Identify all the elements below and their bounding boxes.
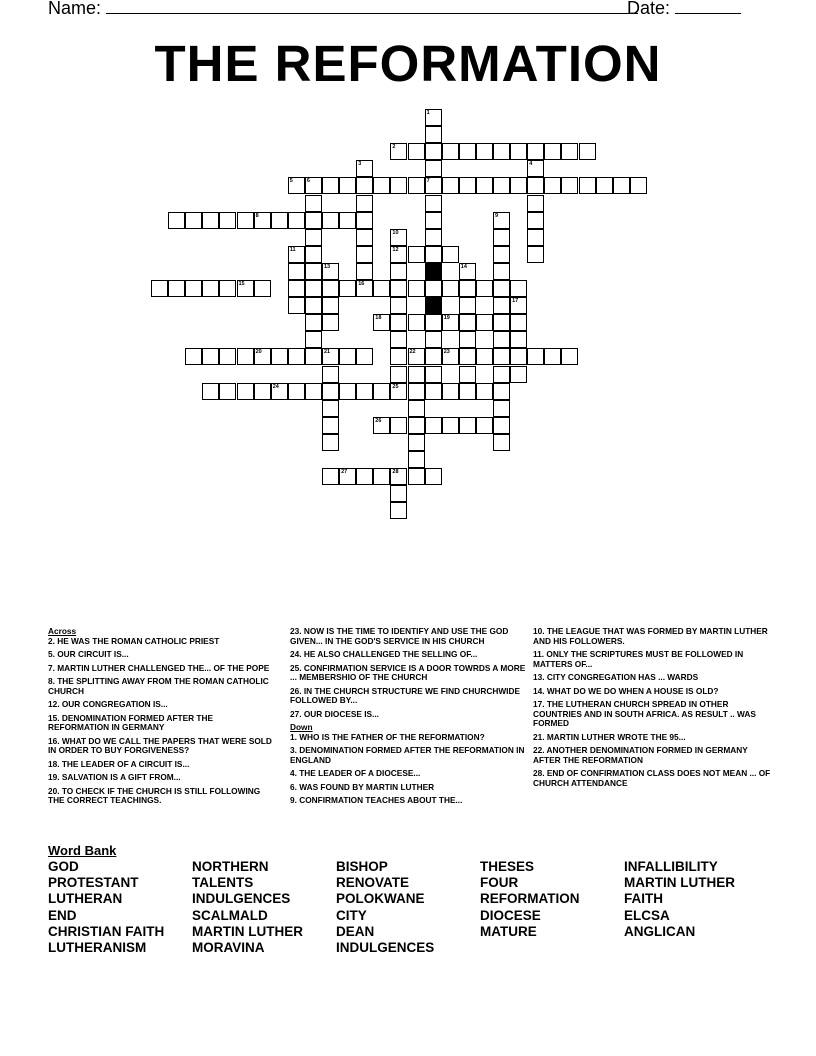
grid-cell[interactable]: [579, 177, 596, 194]
grid-cell[interactable]: [151, 280, 168, 297]
clues-column-2: [290, 627, 526, 810]
grid-cell[interactable]: [408, 366, 425, 383]
clue-number: 20: [255, 349, 262, 356]
grid-cell[interactable]: [356, 177, 373, 194]
grid-cell[interactable]: [339, 280, 356, 297]
grid-cell[interactable]: [425, 126, 442, 143]
clue-number: 6: [306, 178, 310, 185]
grid-cell[interactable]: [305, 195, 322, 212]
grid-cell[interactable]: [408, 348, 425, 365]
grid-cell[interactable]: [561, 348, 578, 365]
grid-cell[interactable]: [390, 366, 407, 383]
grid-cell[interactable]: [390, 383, 407, 400]
clue-text: 5. OUR CIRCUIT IS...: [48, 649, 129, 659]
grid-cell[interactable]: [322, 366, 339, 383]
clue-number: 7: [426, 178, 430, 185]
clues-heading: Down: [290, 722, 313, 732]
grid-cell[interactable]: [390, 229, 407, 246]
grid-cell[interactable]: [425, 314, 442, 331]
grid-cell[interactable]: [185, 280, 202, 297]
clue-text: 26. IN THE CHURCH STRUCTURE WE FIND CHURCHWIDE FOLLOWED BY...: [290, 685, 521, 705]
grid-cell[interactable]: [476, 348, 493, 365]
grid-cell[interactable]: [493, 177, 510, 194]
grid-cell[interactable]: [390, 246, 407, 263]
clue-text: 25. CONFIRMATION SERVICE IS A DOOR TOWRDS A MORE ... MEMBERSHIO OF THE CHURCH: [290, 662, 526, 682]
word-bank-word: GOD: [48, 859, 79, 874]
clue-text: 17. THE LUTHERAN CHURCH SPREAD IN OTHER COUNTRIES AND IN SOUTH AFRICA. AS RESULT .. WAS FORMED: [533, 699, 756, 728]
grid-cell[interactable]: [254, 280, 271, 297]
grid-cell[interactable]: [288, 348, 305, 365]
clue-text: 1. WHO IS THE FATHER OF THE REFORMATION?: [290, 731, 485, 742]
grid-cell[interactable]: [390, 143, 407, 160]
clue-text: 22. ANOTHER DENOMINATION FORMED IN GERMANY AFTER THE REFORMATION: [533, 745, 748, 765]
grid-cell[interactable]: [390, 177, 407, 194]
grid-cell[interactable]: [373, 280, 390, 297]
clue-number: 23: [443, 349, 450, 356]
clue-number: 18: [375, 315, 382, 322]
clue-text: 18. THE LEADER OF A CIRCUIT IS...: [48, 758, 190, 769]
grid-cell[interactable]: [356, 383, 373, 400]
grid-cell[interactable]: [425, 212, 442, 229]
grid-cell[interactable]: [356, 246, 373, 263]
grid-cell[interactable]: [510, 331, 527, 348]
grid-cell[interactable]: [237, 348, 254, 365]
grid-cell[interactable]: [322, 400, 339, 417]
clue-number: 19: [443, 315, 450, 322]
grid-cell[interactable]: [476, 417, 493, 434]
grid-cell[interactable]: [305, 177, 322, 194]
grid-cell[interactable]: [390, 348, 407, 365]
word-bank-column: [192, 859, 342, 956]
grid-cell[interactable]: [442, 383, 459, 400]
grid-cell[interactable]: [339, 348, 356, 365]
grid-cell[interactable]: [408, 143, 425, 160]
grid-cell[interactable]: [476, 177, 493, 194]
grid-cell[interactable]: [322, 177, 339, 194]
name-label: Name:: [48, 0, 102, 18]
clue-text: 14. WHAT DO WE DO WHEN A HOUSE IS OLD?: [533, 685, 719, 696]
clue-number: 25: [392, 383, 399, 390]
grid-cell[interactable]: [390, 263, 407, 280]
grid-cell[interactable]: [493, 212, 510, 229]
word-bank-word: MARTIN LUTHER: [624, 875, 735, 891]
grid-cell[interactable]: [493, 400, 510, 417]
grid-cell[interactable]: [356, 195, 373, 212]
clues-heading: Across: [48, 626, 77, 636]
grid-cell[interactable]: [390, 417, 407, 434]
clue-number: 8: [255, 212, 259, 219]
clue-text: 12. OUR CONGREGATION IS...: [48, 699, 168, 709]
grid-cell[interactable]: [561, 143, 578, 160]
grid-cell[interactable]: [219, 348, 236, 365]
grid-cell[interactable]: [390, 502, 407, 519]
word-bank-word: REFORMATION: [480, 891, 580, 907]
clue-number: 3: [358, 161, 362, 168]
grid-cell[interactable]: [305, 246, 322, 263]
grid-cell[interactable]: [493, 366, 510, 383]
grid-cell[interactable]: [202, 212, 219, 229]
grid-cell[interactable]: [390, 468, 407, 485]
word-bank-word: NORTHERN: [192, 859, 269, 874]
grid-cell[interactable]: [288, 297, 305, 314]
grid-cell[interactable]: [356, 280, 373, 297]
grid-cell[interactable]: [425, 417, 442, 434]
grid-cell[interactable]: [305, 263, 322, 280]
word-bank-word: FAITH: [624, 891, 663, 907]
clue-text: 27. OUR DIOCESE IS...: [290, 708, 379, 719]
word-bank-word: CHRISTIAN FAITH: [48, 923, 165, 939]
clue-number: 26: [375, 417, 382, 424]
clue-number: 12: [392, 246, 399, 253]
grid-cell[interactable]: [493, 280, 510, 297]
clue-text: 15. DENOMINATION FORMED AFTER THE REFORMATION IN GERMANY: [48, 712, 214, 732]
clue-number: 5: [289, 178, 293, 185]
word-bank-word: FOUR: [480, 875, 519, 891]
grid-cell[interactable]: [322, 297, 339, 314]
grid-cell[interactable]: [425, 229, 442, 246]
word-bank-word: MATURE: [480, 923, 537, 939]
grid-cell[interactable]: [408, 417, 425, 434]
word-bank-word: TALENTS: [192, 875, 254, 891]
clues-column-3: [533, 627, 773, 792]
grid-cell[interactable]: [510, 366, 527, 383]
grid-cell[interactable]: [459, 417, 476, 434]
clue-text: 28. END OF CONFIRMATION CLASS DOES NOT MEAN ... OF CHURCH ATTENDANCE: [533, 768, 771, 788]
grid-cell[interactable]: [459, 348, 476, 365]
word-bank-word: ELCSA: [624, 907, 670, 923]
grid-cell[interactable]: [202, 280, 219, 297]
grid-cell[interactable]: [390, 297, 407, 314]
grid-cell[interactable]: [425, 366, 442, 383]
grid-cell[interactable]: [356, 212, 373, 229]
grid-cell[interactable]: [390, 314, 407, 331]
clue-text: 3. DENOMINATION FORMED AFTER THE REFORMATION IN ENGLAND: [290, 745, 525, 765]
grid-cell[interactable]: [613, 177, 630, 194]
grid-cell[interactable]: [322, 417, 339, 434]
grid-cell[interactable]: [322, 280, 339, 297]
clue-text: 11. ONLY THE SCRIPTURES MUST BE FOLLOWED IN MATTERS OF...: [533, 649, 744, 669]
word-bank-word: THESES: [480, 859, 535, 874]
grid-cell[interactable]: [510, 280, 527, 297]
grid-cell[interactable]: [493, 383, 510, 400]
grid-cell[interactable]: [408, 280, 425, 297]
clue-text: 23. NOW IS THE TIME TO IDENTIFY AND USE THE GOD GIVEN... IN THE GOD'S SERVICE IN HIS CHURCH: [290, 626, 509, 646]
grid-cell[interactable]: [237, 383, 254, 400]
grid-cell[interactable]: [168, 212, 185, 229]
grid-cell[interactable]: [527, 348, 544, 365]
grid-cell[interactable]: [322, 468, 339, 485]
clue-text: 7. MARTIN LUTHER CHALLENGED THE... OF THE POPE: [48, 662, 270, 673]
grid-cell[interactable]: [425, 348, 442, 365]
grid-cell[interactable]: [219, 383, 236, 400]
word-bank-word: LUTHERANISM: [48, 940, 147, 956]
grid-cell[interactable]: [459, 297, 476, 314]
word-bank-word: DIOCESE: [480, 907, 541, 923]
grid-cell[interactable]: [425, 195, 442, 212]
grid-cell[interactable]: [271, 348, 288, 365]
grid-cell[interactable]: [425, 109, 442, 126]
grid-cell[interactable]: [219, 212, 236, 229]
clue-number: 28: [392, 469, 399, 476]
clue-text: 4. THE LEADER OF A DIOCESE...: [290, 768, 421, 778]
grid-cell[interactable]: [630, 177, 647, 194]
grid-cell[interactable]: [493, 263, 510, 280]
grid-cell[interactable]: [442, 314, 459, 331]
grid-cell[interactable]: [442, 417, 459, 434]
grid-cell[interactable]: [510, 177, 527, 194]
grid-cell[interactable]: [390, 280, 407, 297]
grid-cell[interactable]: [527, 143, 544, 160]
grid-cell[interactable]: [356, 229, 373, 246]
grid-cell[interactable]: [408, 314, 425, 331]
grid-cell[interactable]: [561, 177, 578, 194]
grid-cell[interactable]: [339, 468, 356, 485]
grid-cell[interactable]: [305, 229, 322, 246]
clue-text: 2. HE WAS THE ROMAN CATHOLIC PRIEST: [48, 635, 220, 646]
clue-text: 6. WAS FOUND BY MARTIN LUTHER: [290, 781, 435, 792]
grid-cell[interactable]: [254, 383, 271, 400]
grid-cell[interactable]: [476, 383, 493, 400]
clue-number: 22: [409, 349, 416, 356]
grid-cell[interactable]: [373, 314, 390, 331]
word-bank-word: RENOVATE: [336, 875, 410, 891]
word-bank-word: POLOKWANE: [336, 891, 425, 907]
grid-cell[interactable]: [305, 280, 322, 297]
word-bank-word: BISHOP: [336, 859, 388, 874]
word-bank-column: [48, 859, 198, 956]
clue-text: 8. THE SPLITTING AWAY FROM THE ROMAN CATHOLIC CHURCH: [48, 676, 269, 696]
grid-cell[interactable]: [408, 177, 425, 194]
grid-cell[interactable]: [288, 212, 305, 229]
word-bank-word: INDULGENCES: [192, 891, 291, 907]
word-bank-word: PROTESTANT: [48, 875, 139, 891]
grid-cell[interactable]: [322, 314, 339, 331]
word-bank-word: MORAVINA: [192, 940, 265, 956]
grid-cell[interactable]: [493, 143, 510, 160]
grid-cell[interactable]: [442, 246, 459, 263]
grid-cell[interactable]: [356, 160, 373, 177]
word-bank-title: Word Bank: [48, 843, 117, 858]
grid-cell[interactable]: [288, 246, 305, 263]
grid-cell[interactable]: [425, 331, 442, 348]
grid-cell[interactable]: [288, 263, 305, 280]
grid-cell[interactable]: [356, 263, 373, 280]
grid-cell[interactable]: [493, 246, 510, 263]
clue-text: 19. SALVATION IS A GIFT FROM...: [48, 772, 181, 782]
grid-cell[interactable]: [271, 212, 288, 229]
grid-cell[interactable]: [544, 143, 561, 160]
clue-number: 24: [272, 383, 279, 390]
grid-cell[interactable]: [527, 177, 544, 194]
clue-number: 21: [324, 349, 331, 356]
grid-cell[interactable]: [322, 348, 339, 365]
grid-cell[interactable]: [442, 280, 459, 297]
grid-cell[interactable]: [425, 280, 442, 297]
grid-cell[interactable]: [442, 177, 459, 194]
grid-cell[interactable]: [373, 468, 390, 485]
grid-cell[interactable]: [459, 331, 476, 348]
clue-text: 9. CONFIRMATION TEACHES ABOUT THE...: [290, 795, 463, 805]
word-bank-word: INFALLIBILITY: [624, 859, 718, 874]
grid-cell[interactable]: [493, 434, 510, 451]
grid-cell[interactable]: [390, 485, 407, 502]
word-bank-word: DEAN: [336, 923, 375, 939]
grid-cell[interactable]: [476, 143, 493, 160]
grid-cell[interactable]: [288, 280, 305, 297]
word-bank-word: INDULGENCES: [336, 940, 435, 956]
clue-number: 9: [495, 212, 499, 219]
grid-cell[interactable]: [202, 383, 219, 400]
page-title: THE REFORMATION: [154, 35, 662, 92]
grid-cell[interactable]: [459, 383, 476, 400]
grid-cell[interactable]: [305, 383, 322, 400]
clue-text: 16. WHAT DO WE CALL THE PAPERS THAT WERE SOLD IN ORDER TO BUY FORGIVENESS?: [48, 735, 272, 755]
grid-cell[interactable]: [425, 160, 442, 177]
grid-cell[interactable]: [305, 297, 322, 314]
date-label: Date:: [627, 0, 671, 18]
clue-number: 14: [460, 263, 467, 270]
grid-cell[interactable]: [356, 348, 373, 365]
grid-cell[interactable]: [373, 417, 390, 434]
grid-cell[interactable]: [544, 348, 561, 365]
grid-cell[interactable]: [305, 314, 322, 331]
grid-cell[interactable]: [390, 331, 407, 348]
grid-cell[interactable]: [493, 229, 510, 246]
clue-number: 17: [512, 298, 519, 305]
blocked-cell: [425, 297, 442, 314]
grid-cell[interactable]: [322, 383, 339, 400]
grid-cell[interactable]: [408, 246, 425, 263]
grid-cell[interactable]: [476, 280, 493, 297]
grid-cell[interactable]: [493, 417, 510, 434]
grid-cell[interactable]: [185, 212, 202, 229]
grid-cell[interactable]: [322, 263, 339, 280]
grid-cell[interactable]: [459, 280, 476, 297]
clue-text: 10. THE LEAGUE THAT WAS FORMED BY MARTIN LUTHER AND HIS FOLLOWERS.: [533, 626, 768, 646]
grid-cell[interactable]: [288, 383, 305, 400]
clue-number: 10: [392, 229, 399, 236]
grid-cell[interactable]: [510, 297, 527, 314]
grid-cell[interactable]: [168, 280, 185, 297]
word-bank-column: [336, 859, 486, 956]
grid-cell[interactable]: [425, 246, 442, 263]
grid-cell[interactable]: [185, 348, 202, 365]
grid-cell[interactable]: [476, 314, 493, 331]
grid-cell[interactable]: [202, 348, 219, 365]
grid-cell[interactable]: [322, 212, 339, 229]
grid-cell[interactable]: [527, 229, 544, 246]
word-bank-word: MARTIN LUTHER: [192, 923, 303, 939]
grid-cell[interactable]: [510, 143, 527, 160]
word-bank-word: SCALMALD: [192, 907, 268, 923]
grid-cell[interactable]: [579, 143, 596, 160]
grid-cell[interactable]: [442, 143, 459, 160]
grid-cell[interactable]: [493, 314, 510, 331]
word-bank-word: LUTHERAN: [48, 891, 123, 907]
grid-cell[interactable]: [322, 434, 339, 451]
grid-cell[interactable]: [493, 297, 510, 314]
grid-cell[interactable]: [459, 366, 476, 383]
grid-cell[interactable]: [373, 177, 390, 194]
clues-column-1: [48, 627, 276, 810]
grid-cell[interactable]: [356, 468, 373, 485]
grid-cell[interactable]: [339, 177, 356, 194]
grid-cell[interactable]: [527, 195, 544, 212]
grid-cell[interactable]: [254, 348, 271, 365]
grid-cell[interactable]: [408, 400, 425, 417]
blocked-cell: [425, 263, 442, 280]
clue-number: 16: [358, 281, 365, 287]
grid-cell[interactable]: [510, 314, 527, 331]
grid-cell[interactable]: [373, 383, 390, 400]
word-bank-word: CITY: [336, 907, 367, 923]
grid-cell[interactable]: [408, 434, 425, 451]
grid-cell[interactable]: [527, 246, 544, 263]
grid-cell[interactable]: [442, 348, 459, 365]
clue-text: 20. TO CHECK IF THE CHURCH IS STILL FOLLOWING THE CORRECT TEACHINGS.: [48, 785, 261, 805]
clue-number: 27: [341, 469, 348, 476]
grid-cell[interactable]: [219, 280, 236, 297]
clue-number: 13: [324, 263, 331, 270]
grid-cell[interactable]: [544, 177, 561, 194]
word-bank-word: ANGLICAN: [624, 923, 696, 939]
grid-cell[interactable]: [527, 212, 544, 229]
clue-number: 1: [426, 110, 430, 116]
clue-text: 21. MARTIN LUTHER WROTE THE 95...: [533, 731, 686, 742]
grid-cell[interactable]: [408, 468, 425, 485]
grid-cell[interactable]: [305, 348, 322, 365]
clue-number: 4: [529, 161, 533, 168]
grid-cell[interactable]: [459, 177, 476, 194]
grid-cell[interactable]: [339, 212, 356, 229]
grid-cell[interactable]: [459, 263, 476, 280]
grid-cell[interactable]: [237, 212, 254, 229]
grid-cell[interactable]: [305, 212, 322, 229]
grid-cell[interactable]: [408, 383, 425, 400]
grid-cell[interactable]: [425, 468, 442, 485]
clue-text: 13. CITY CONGREGATION HAS ... WARDS: [533, 672, 699, 682]
grid-cell[interactable]: [288, 177, 305, 194]
grid-cell[interactable]: [237, 280, 254, 297]
grid-cell[interactable]: [271, 383, 288, 400]
grid-cell[interactable]: [254, 212, 271, 229]
grid-cell[interactable]: [425, 383, 442, 400]
grid-cell[interactable]: [459, 143, 476, 160]
grid-cell[interactable]: [425, 143, 442, 160]
grid-cell[interactable]: [510, 348, 527, 365]
clue-text: 24. HE ALSO CHALLENGED THE SELLING OF...: [290, 649, 478, 659]
clue-number: 11: [289, 246, 296, 253]
word-bank-word: END: [48, 907, 77, 923]
clue-number: 2: [392, 144, 396, 151]
grid-cell[interactable]: [493, 331, 510, 348]
grid-cell[interactable]: [459, 314, 476, 331]
grid-cell[interactable]: [339, 383, 356, 400]
grid-cell[interactable]: [425, 177, 442, 194]
grid-cell[interactable]: [305, 331, 322, 348]
grid-cell[interactable]: [493, 348, 510, 365]
grid-cell[interactable]: [408, 451, 425, 468]
clue-number: 15: [238, 281, 245, 287]
word-bank-column: [480, 859, 630, 940]
word-bank-column: [624, 859, 774, 940]
grid-cell[interactable]: [596, 177, 613, 194]
grid-cell[interactable]: [527, 160, 544, 177]
